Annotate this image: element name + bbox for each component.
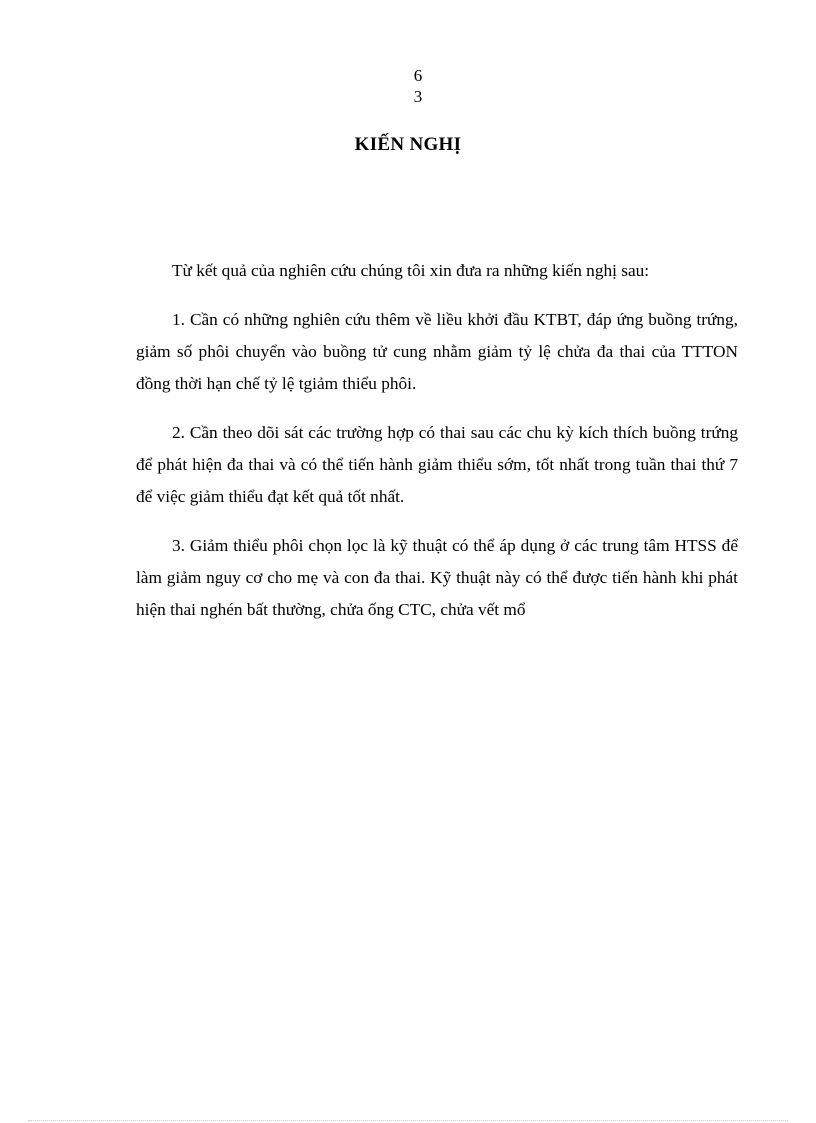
body-text <box>136 255 738 643</box>
intro-paragraph: Từ kết quả của nghiên cứu chúng tôi xin đưa ra những kiến nghị sau: <box>172 261 650 280</box>
section-title: KIẾN NGHỊ <box>354 134 462 155</box>
recommendation-3: 3. Giảm thiểu phôi chọn lọc là kỹ thuật có thể áp dụng ở các trung tâm HTSS để làm giảm nguy cơ cho mẹ và con đa thai. Kỹ thuật này có thể được tiến hành khi phát hiện thai nghén bất thường, chửa ống CTC, chửa vết mổ <box>136 536 738 619</box>
page-number-line-2: 3 <box>413 87 423 106</box>
page-bottom-divider <box>28 1120 788 1121</box>
recommendation-1: 1. Cần có những nghiên cứu thêm về liều khởi đầu KTBT, đáp ứng buồng trứng, giảm số phôi chuyển vào buồng tử cung nhằm giảm tỷ lệ chửa đa thai của TTTON đồng thời hạn chế tỷ lệ tgiảm thiểu phôi. <box>136 310 738 393</box>
recommendation-2: 2. Cần theo dõi sát các trường hợp có thai sau các chu kỳ kích thích buồng trứng để phát hiện đa thai và có thể tiến hành giảm thiểu sớm, tốt nhất trong tuần thai thứ 7 để việc giảm thiểu đạt kết quả tốt nhất. <box>136 423 738 506</box>
page-number-line-1: 6 <box>413 66 423 85</box>
